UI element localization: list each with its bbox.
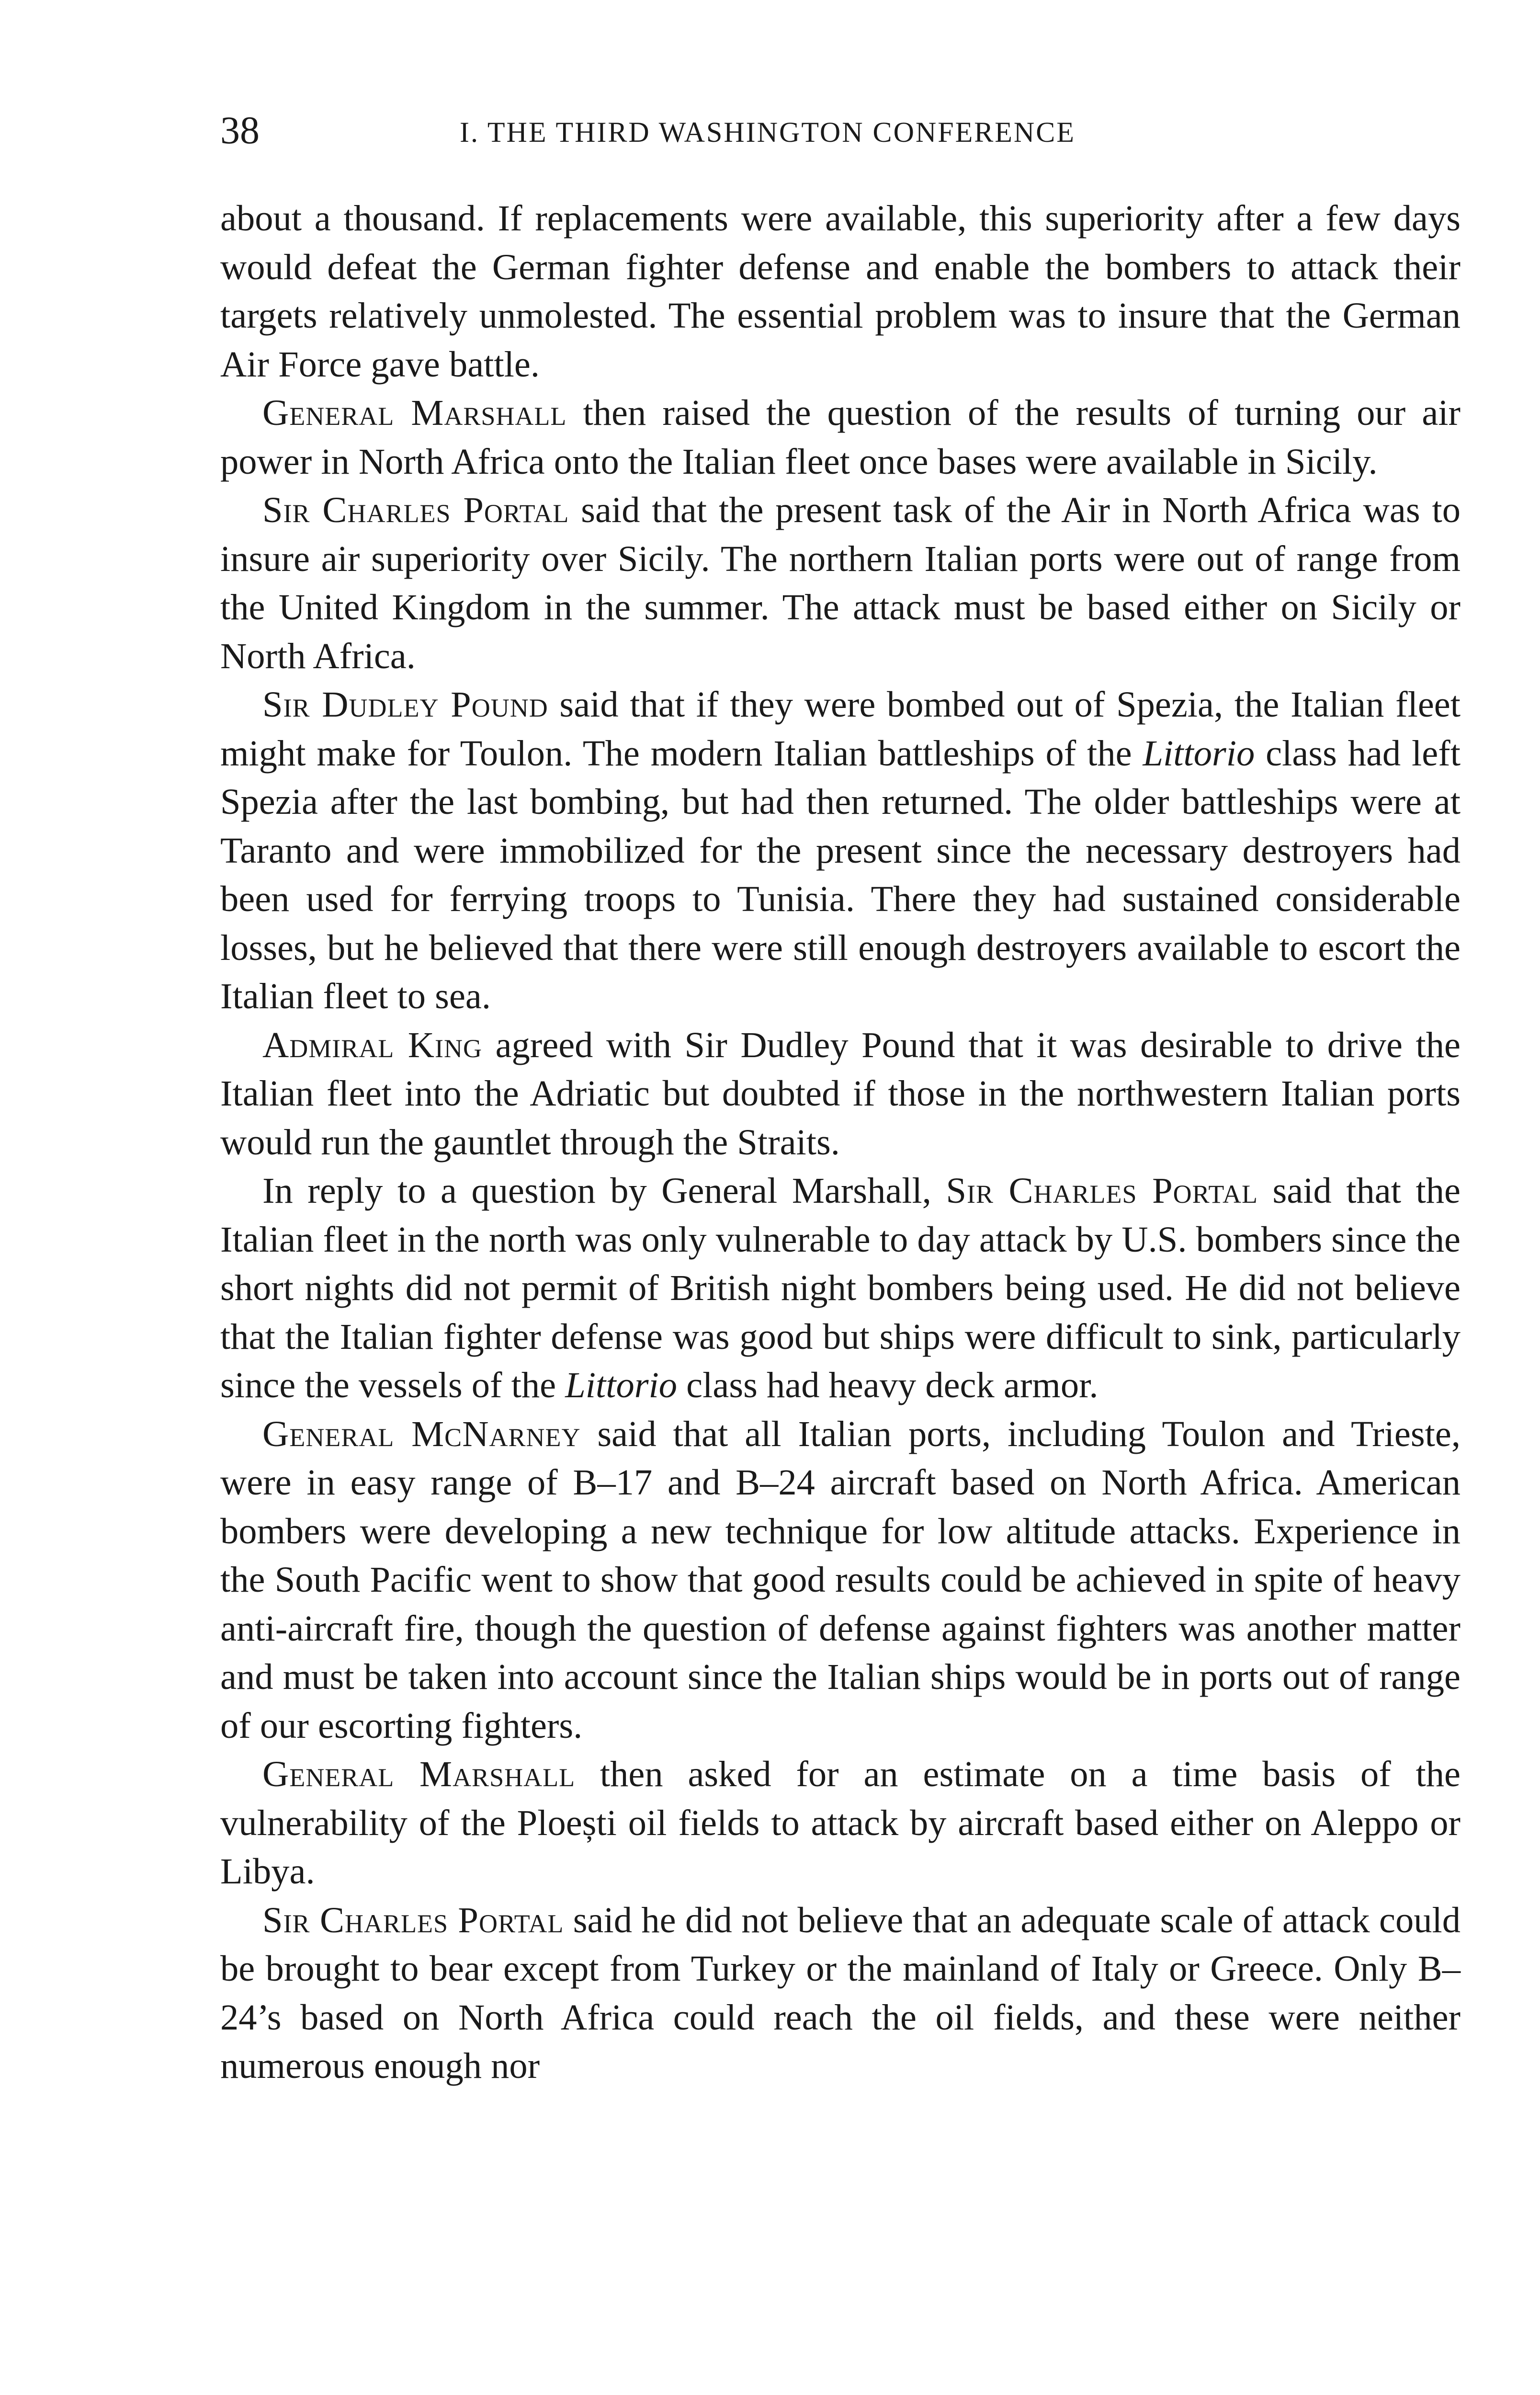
paragraph-text: said that all Italian ports, including Toulon and Trieste, were in easy range of B–17 and B–24 aircraft based on North Africa. American bombers were developing a new technique for low altitude attacks. Experience in the South Pacific went to show that good results could be achieved in spite of heavy anti-aircraft fire, though the question of defense against fighters was another matter and must be taken into account since the Italian ships would be in ports out of range of our escorting fighters. (220, 1413, 1461, 1746)
page-header (220, 106, 1461, 164)
paragraph (220, 1166, 1461, 1410)
speaker-name: General McNarney (262, 1413, 581, 1454)
paragraph (220, 388, 1461, 486)
paragraph (220, 1410, 1461, 1750)
paragraph (220, 1021, 1461, 1167)
paragraph-text: then asked for an estimate on a time basis of the vulnerability of the Ploești oil fields to attack by aircraft based either on Aleppo or Libya. (220, 1754, 1461, 1892)
paragraph (220, 1750, 1461, 1896)
speaker-name: Sir Charles Portal (946, 1170, 1258, 1211)
paragraph-text: agreed with Sir Dudley Pound that it was desirable to drive the Italian fleet into the Adriatic but doubted if those in the northwestern Italian ports would run the gauntlet through the Straits. (220, 1024, 1461, 1163)
speaker-name: Admiral King (262, 1024, 483, 1065)
speaker-name: General Marshall (262, 392, 567, 433)
paragraph-text: class had left Spezia after the last bombing, but had then returned. The older battleships were at Taranto and were immobilized for the present since the necessary destroyers had been used for ferrying troops to Tunisia. There they had sustained considerable losses, but he believed that there were still enough destroyers available to escort the Italian fleet to sea. (220, 732, 1461, 1016)
paragraph-text: said that if they were bombed out of Spezia, the Italian fleet might make for Toulon. The modern Italian battleships of the (220, 684, 1461, 774)
paragraph-text: about a thousand. If replacements were available, this superiority after a few days would defeat the German fighter defense and enable the bombers to attack their targets relatively unmolested. The essential problem was to insure that the German Air Force gave battle. (220, 198, 1461, 385)
paragraph-text: said that the Italian fleet in the north was only vulnerable to day attack by U.S. bombers since the short nights did not permit of British night bombers being used. He did not believe that the Italian fighter defense was good but ships were difficult to sink, particularly since the vessels of the (220, 1170, 1461, 1405)
running-head: I. THE THIRD WASHINGTON CONFERENCE (460, 116, 1076, 148)
body-text (220, 194, 1461, 2090)
speaker-name: Sir Charles Portal (262, 1899, 564, 1940)
paragraph (220, 486, 1461, 680)
paragraph-text: class had heavy deck armor. (677, 1365, 1098, 1405)
speaker-name: General Marshall (262, 1754, 576, 1794)
paragraph-lead: In reply to a question by General Marshall, (262, 1170, 946, 1211)
paragraph-text: said he did not believe that an adequate scale of attack could be brought to bear except from Turkey or the mainland of Italy or Greece. Only B–24’s based on North Africa could reach the oil fields, and these were neither numerous enough nor (220, 1899, 1461, 2086)
paragraph (220, 194, 1461, 388)
speaker-name: Sir Charles Portal (262, 490, 569, 530)
paragraph (220, 680, 1461, 1021)
paragraph-text: then raised the question of the results of turning our air power in North Africa onto the Italian fleet once bases were available in Sicily. (220, 392, 1461, 482)
paragraph-text: said that the present task of the Air in North Africa was to insure air superiority over Sicily. The northern Italian ports were out of range from the United Kingdom in the summer. The attack must be based either on Sicily or North Africa. (220, 490, 1461, 676)
page-number: 38 (220, 108, 260, 152)
ship-class-name: Littorio (565, 1365, 678, 1405)
paragraph (220, 1896, 1461, 2090)
speaker-name: Sir Dudley Pound (262, 684, 548, 725)
ship-class-name: Littorio (1143, 732, 1255, 774)
